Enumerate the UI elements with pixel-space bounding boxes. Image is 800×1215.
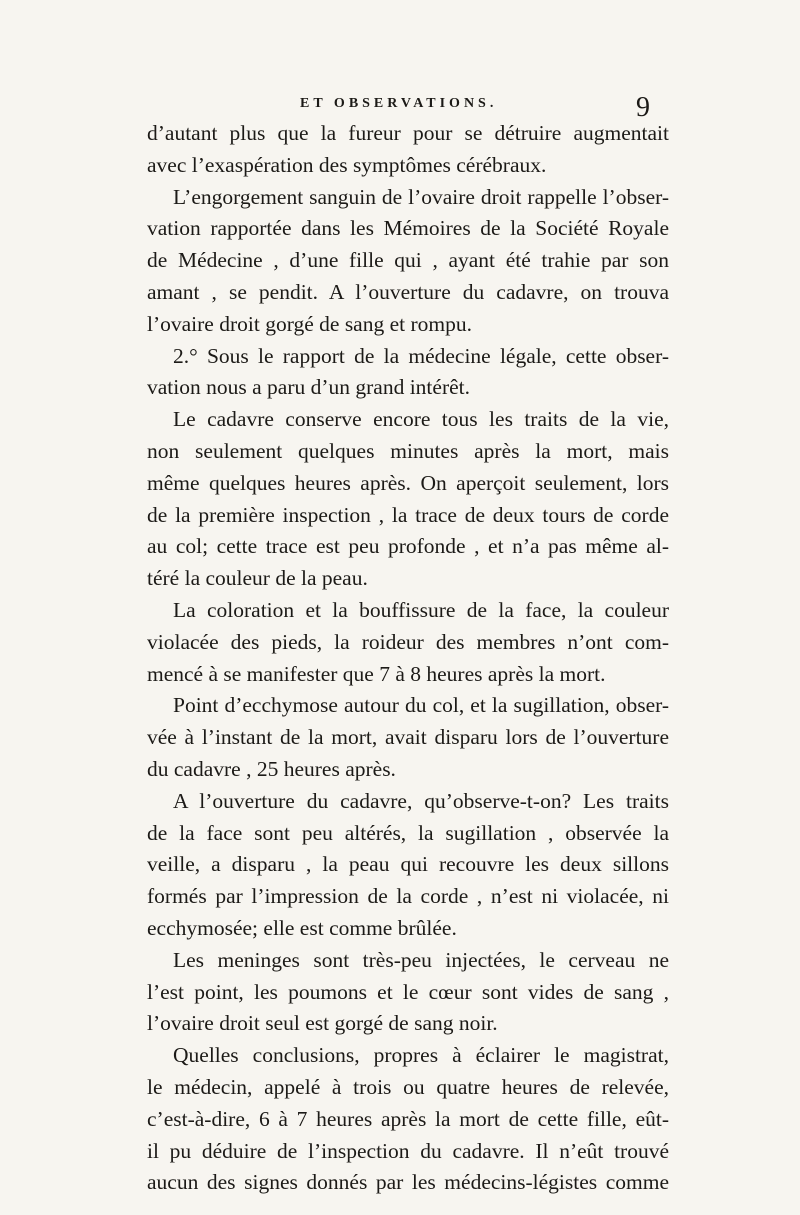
text-line: Les meninges sont très-peu injectées, le cerveau ne — [173, 947, 669, 972]
text-line: du cadavre , 25 heures après. — [147, 756, 396, 781]
text-line: Quelles conclusions, propres à éclairer le magistrat, — [173, 1043, 669, 1068]
text-line: même quelques heures après. On aperçoit seulement, lors — [147, 470, 669, 495]
text-line: non seulement quelques minutes après la mort, mais — [147, 438, 669, 463]
text-line: ecchymosée; elle est comme brûlée. — [147, 915, 457, 940]
text-line: A l’ouverture du cadavre, qu’observe-t-on? Les traits — [173, 788, 669, 813]
text-line: aucun des signes donnés par les médecins-légistes comme — [147, 1170, 669, 1195]
text-line: de la face sont peu altérés, la sugillation , observée la — [147, 820, 669, 845]
running-head: ET OBSERVATIONS. — [300, 96, 498, 111]
text-line: l’ovaire droit gorgé de sang et rompu. — [147, 311, 472, 336]
text-line: le médecin, appelé à trois ou quatre heures de relevée, — [147, 1074, 669, 1099]
body-text — [147, 118, 669, 1199]
text-line: La coloration et la bouffissure de la face, la couleur — [173, 597, 669, 622]
text-line: 2.° Sous le rapport de la médecine légale, cette obser- — [173, 343, 669, 368]
text-line: vée à l’instant de la mort, avait disparu lors de l’ouverture — [147, 725, 669, 750]
text-line: de Médecine , d’une fille qui , ayant été trahie par son — [147, 248, 669, 273]
text-line: Point d’ecchymose autour du col, et la sugillation, obser- — [173, 693, 669, 718]
text-line: vation nous a paru d’un grand intérêt. — [147, 375, 471, 400]
text-line: avec l’exaspération des symptômes cérébraux. — [147, 152, 547, 177]
text-line: au col; cette trace est peu profonde , et n’a pas même al- — [147, 534, 669, 559]
text-line: Le cadavre conserve encore tous les traits de la vie, — [173, 407, 669, 432]
text-line: amant , se pendit. A l’ouverture du cadavre, on trouva — [147, 279, 669, 304]
text-line: L’engorgement sanguin de l’ovaire droit rappelle l’obser- — [173, 184, 669, 209]
text-line: formés par l’impression de la corde , n’est ni violacée, ni — [147, 884, 669, 909]
text-line: veille, a disparu , la peau qui recouvre les deux sillons — [147, 852, 669, 877]
text-line: téré la couleur de la peau. — [147, 566, 368, 591]
page-number: 9 — [636, 92, 650, 123]
text-line: il pu déduire de l’inspection du cadavre. Il n’eût trouvé — [147, 1138, 669, 1163]
text-line: de la première inspection , la trace de deux tours de corde — [147, 502, 669, 527]
text-line: c’est-à-dire, 6 à 7 heures après la mort de cette fille, eût- — [147, 1106, 669, 1131]
text-line: mencé à se manifester que 7 à 8 heures après la mort. — [147, 661, 606, 686]
text-line: violacée des pieds, la roideur des membres n’ont com- — [147, 629, 669, 654]
text-line: d’autant plus que la fureur pour se détruire augmentait — [147, 121, 669, 145]
text-line: l’est point, les poumons et le cœur sont vides de sang , — [147, 979, 669, 1004]
text-line: l’ovaire droit seul est gorgé de sang noir. — [147, 1011, 498, 1036]
text-line: vation rapportée dans les Mémoires de la Société Royale — [147, 216, 669, 241]
